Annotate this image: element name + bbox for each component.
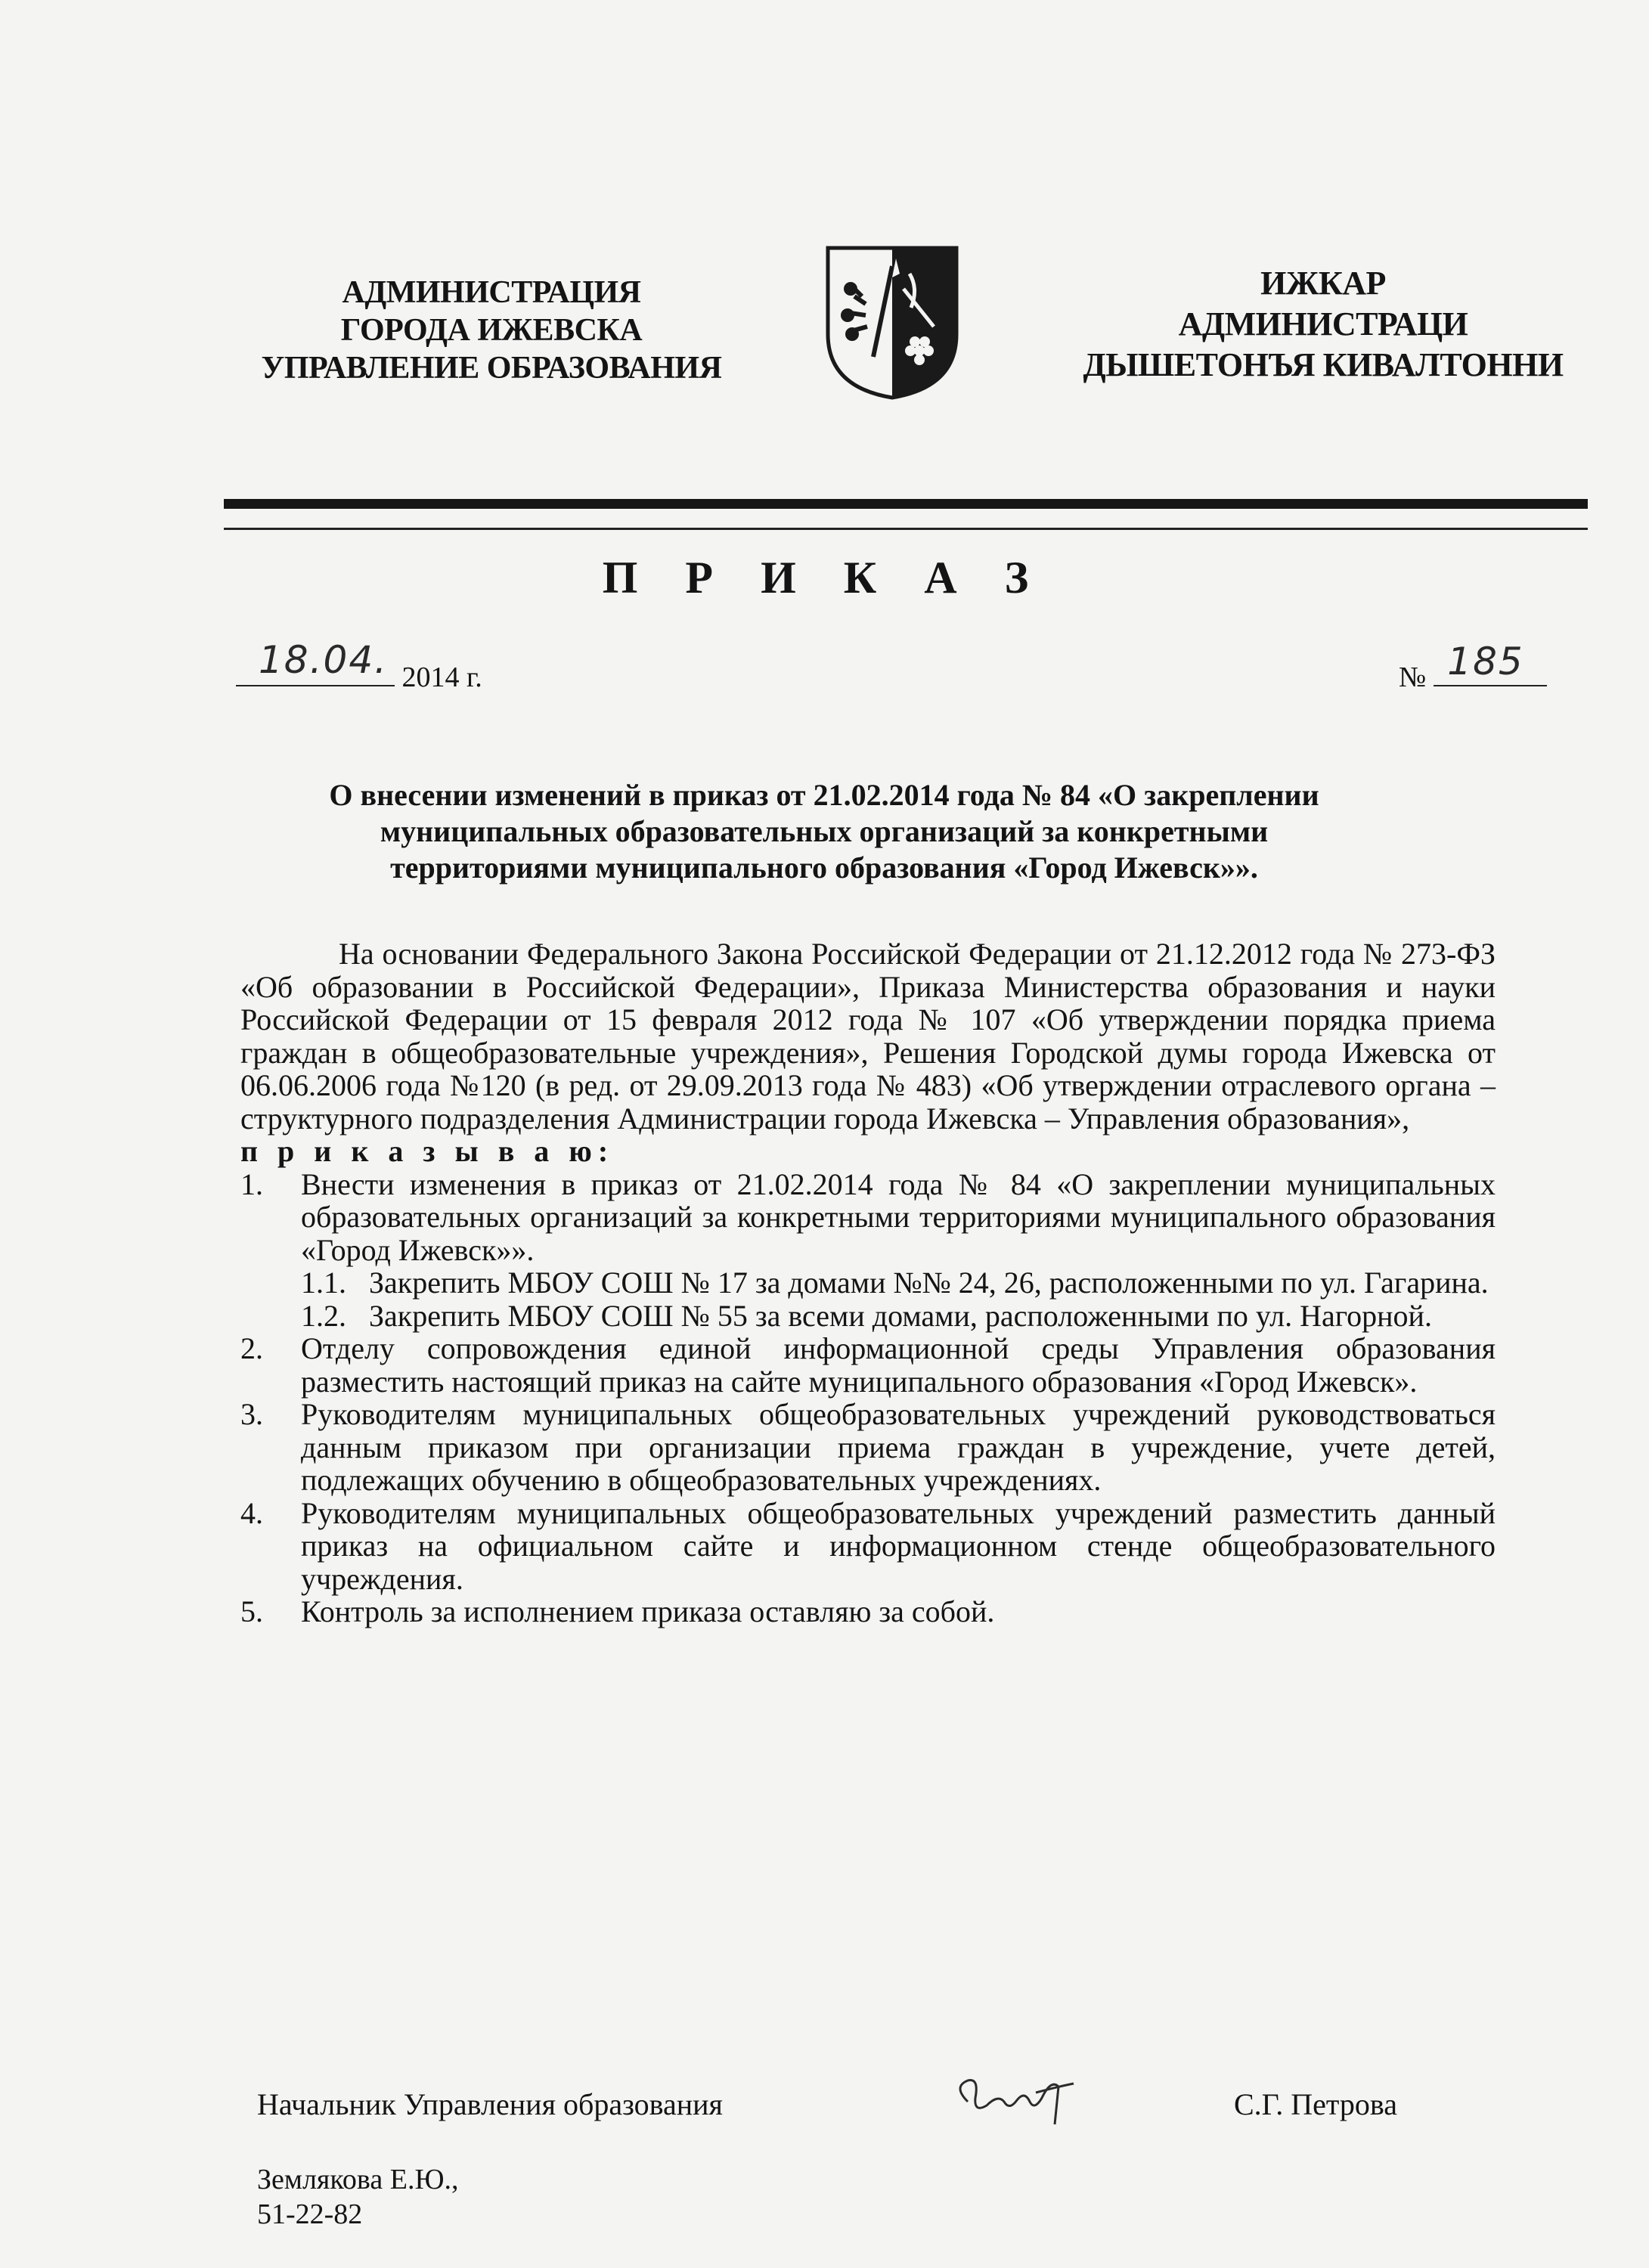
coat-of-arms-icon xyxy=(820,243,964,402)
item-number: 5. xyxy=(240,1594,263,1628)
sub-item-text: Закрепить МБОУ СОШ № 17 за домами №№ 24, 26, расположенными по ул. Гагарина. xyxy=(369,1266,1489,1300)
signatory-position: Начальник Управления образования xyxy=(257,2087,723,2121)
item-number: 4. xyxy=(240,1495,263,1530)
list-item xyxy=(240,1168,1496,1267)
order-number xyxy=(1399,640,1547,694)
header-right-line: АДМИНИСТРАЦИ xyxy=(1178,305,1468,342)
item-number: 1. xyxy=(240,1167,263,1201)
order-items xyxy=(240,1168,1496,1628)
item-text: Руководителям муниципальных общеобразовательных учреждений разместить данный приказ на официальном сайте и информационном стенде общеобразовательного учреждения. xyxy=(301,1495,1496,1596)
header-left-russian xyxy=(242,274,741,387)
list-item xyxy=(240,1497,1496,1596)
item-number: 2. xyxy=(240,1331,263,1365)
sub-item-number: 1.2. xyxy=(301,1298,346,1333)
signatory-name: С.Г. Петрова xyxy=(1234,2087,1398,2121)
item-text: Внести изменения в приказ от 21.02.2014 года № 84 «О закреплении муниципальных образовательных организаций за конкретными территориями муниципального образования «Город Ижевск»». xyxy=(301,1167,1496,1267)
item-text: Руководителям муниципальных общеобразовательных учреждений руководствоваться данным приказом при организации приема граждан в учреждение, учете детей, подлежащих обучению в общеобразовательных учреждениях. xyxy=(301,1397,1496,1497)
signature-icon xyxy=(945,2064,1081,2132)
header-divider-thick xyxy=(224,499,1588,509)
number-label: № xyxy=(1399,662,1427,693)
list-item xyxy=(240,1398,1496,1497)
header-right-line: ДЫШЕТОНЪЯ КИВАЛТОННИ xyxy=(1083,346,1564,383)
item-number: 3. xyxy=(240,1397,263,1431)
executor-info xyxy=(257,2162,459,2232)
subject-line: территориями муниципального образования «Город Ижевск»». xyxy=(390,850,1258,885)
handwritten-number: 185 xyxy=(1447,640,1524,683)
list-item xyxy=(240,1595,1496,1628)
header-right-udmurt xyxy=(1059,263,1588,386)
item-text: Отделу сопровождения единой информационной среды Управления образования разместить настоящий приказ на сайте муниципального образования «Город Ижевск». xyxy=(301,1331,1496,1399)
sub-item-number: 1.1. xyxy=(301,1266,346,1300)
orders-word: п р и к а з ы в а ю: xyxy=(240,1134,615,1168)
document-title: П Р И К А З xyxy=(602,553,1047,603)
executor-name: Землякова Е.Ю., xyxy=(257,2164,459,2195)
number-blank xyxy=(1434,640,1547,686)
subject-line: О внесении изменений в приказ от 21.02.2014 года № 84 «О закреплении xyxy=(329,778,1319,812)
order-date xyxy=(236,638,482,694)
order-body xyxy=(240,937,1496,1628)
header-right-line: ИЖКАР xyxy=(1260,265,1386,302)
sub-item xyxy=(301,1266,1496,1300)
sub-item-text: Закрепить МБОУ СОШ № 55 за всеми домами, расположенными по ул. Нагорной. xyxy=(369,1298,1432,1333)
order-subject xyxy=(227,777,1421,886)
list-item xyxy=(240,1332,1496,1398)
date-year: 2014 г. xyxy=(401,662,482,693)
header-left-line: АДМИНИСТРАЦИЯ xyxy=(342,275,641,310)
header-divider-thin xyxy=(224,528,1588,530)
date-blank xyxy=(236,638,395,686)
subject-line: муниципальных образовательных организаций за конкретными xyxy=(380,814,1269,848)
header-left-line: ГОРОДА ИЖЕВСКА xyxy=(340,313,643,348)
preamble: На основании Федерального Закона Российской Федерации от 21.12.2012 года № 273-ФЗ «Об образовании в Российской Федерации», Приказа Министерства образования и науки Российской Федерации от 15 февраля 2012 года № 107 «Об утверждении порядка приема граждан в общеобразовательные учреждения», Решения Городской думы города Ижевска от 06.06.2006 года №120 (в ред. от 29.09.2013 года № 483) «Об утверждении отраслевого органа – структурного подразделения Администрации города Ижевска – Управления образования», xyxy=(240,937,1496,1136)
item-text: Контроль за исполнением приказа оставляю за собой. xyxy=(301,1594,995,1628)
handwritten-date: 18.04. xyxy=(259,638,389,682)
sub-item xyxy=(301,1300,1496,1333)
header-left-line: УПРАВЛЕНИЕ ОБРАЗОВАНИЯ xyxy=(261,351,722,386)
executor-phone: 51-22-82 xyxy=(257,2198,363,2230)
